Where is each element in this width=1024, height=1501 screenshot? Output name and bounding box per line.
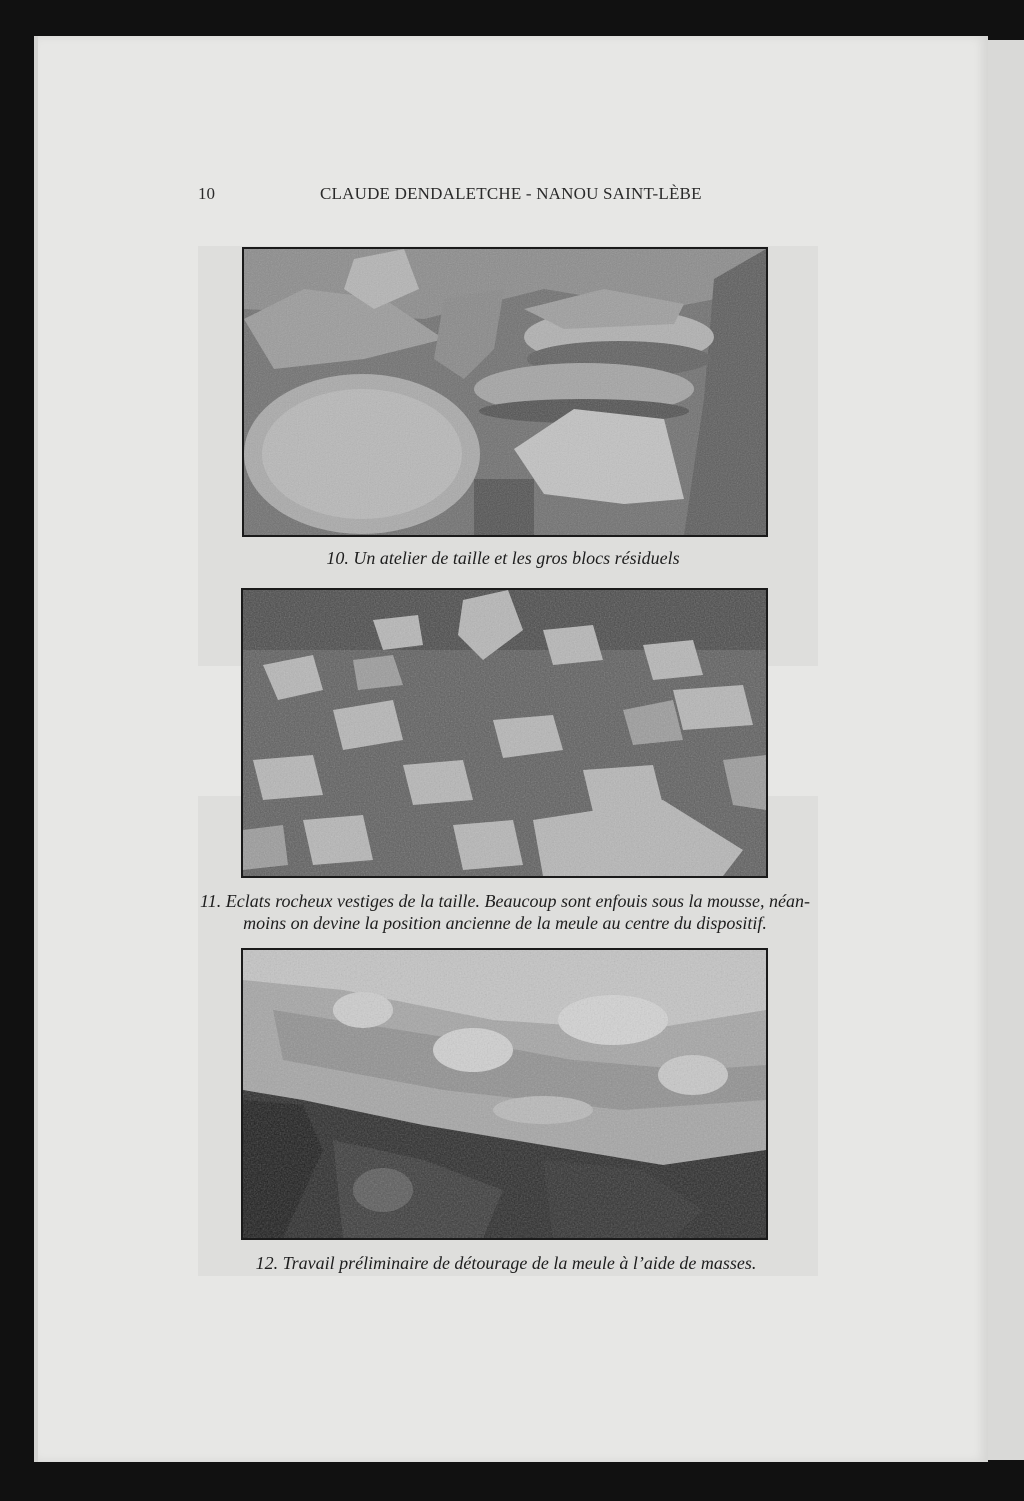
figure-caption-11-line2: moins on devine la position ancienne de la meule au centre du dispositif.: [243, 913, 767, 933]
figure-caption-12: 12. Travail préliminaire de détourage de la meule à l’aide de masses.: [255, 1253, 757, 1273]
photo-cutting-workshop: [242, 247, 768, 537]
photo-millstone-outline: [241, 948, 768, 1240]
figure-caption-11-line1: 11. Eclats rocheux vestiges de la taille. Beaucoup sont enfouis sous la mousse, néan-: [200, 891, 810, 911]
figure-caption-10: 10. Un atelier de taille et les gros blocs résiduels: [326, 548, 680, 568]
running-title: CLAUDE DENDALETCHE - NANOU SAINT-LÈBE: [320, 184, 702, 203]
photo-rock-fragments: [241, 588, 768, 878]
page-number: 10: [198, 184, 215, 203]
figure-caption-11: [192, 890, 818, 934]
